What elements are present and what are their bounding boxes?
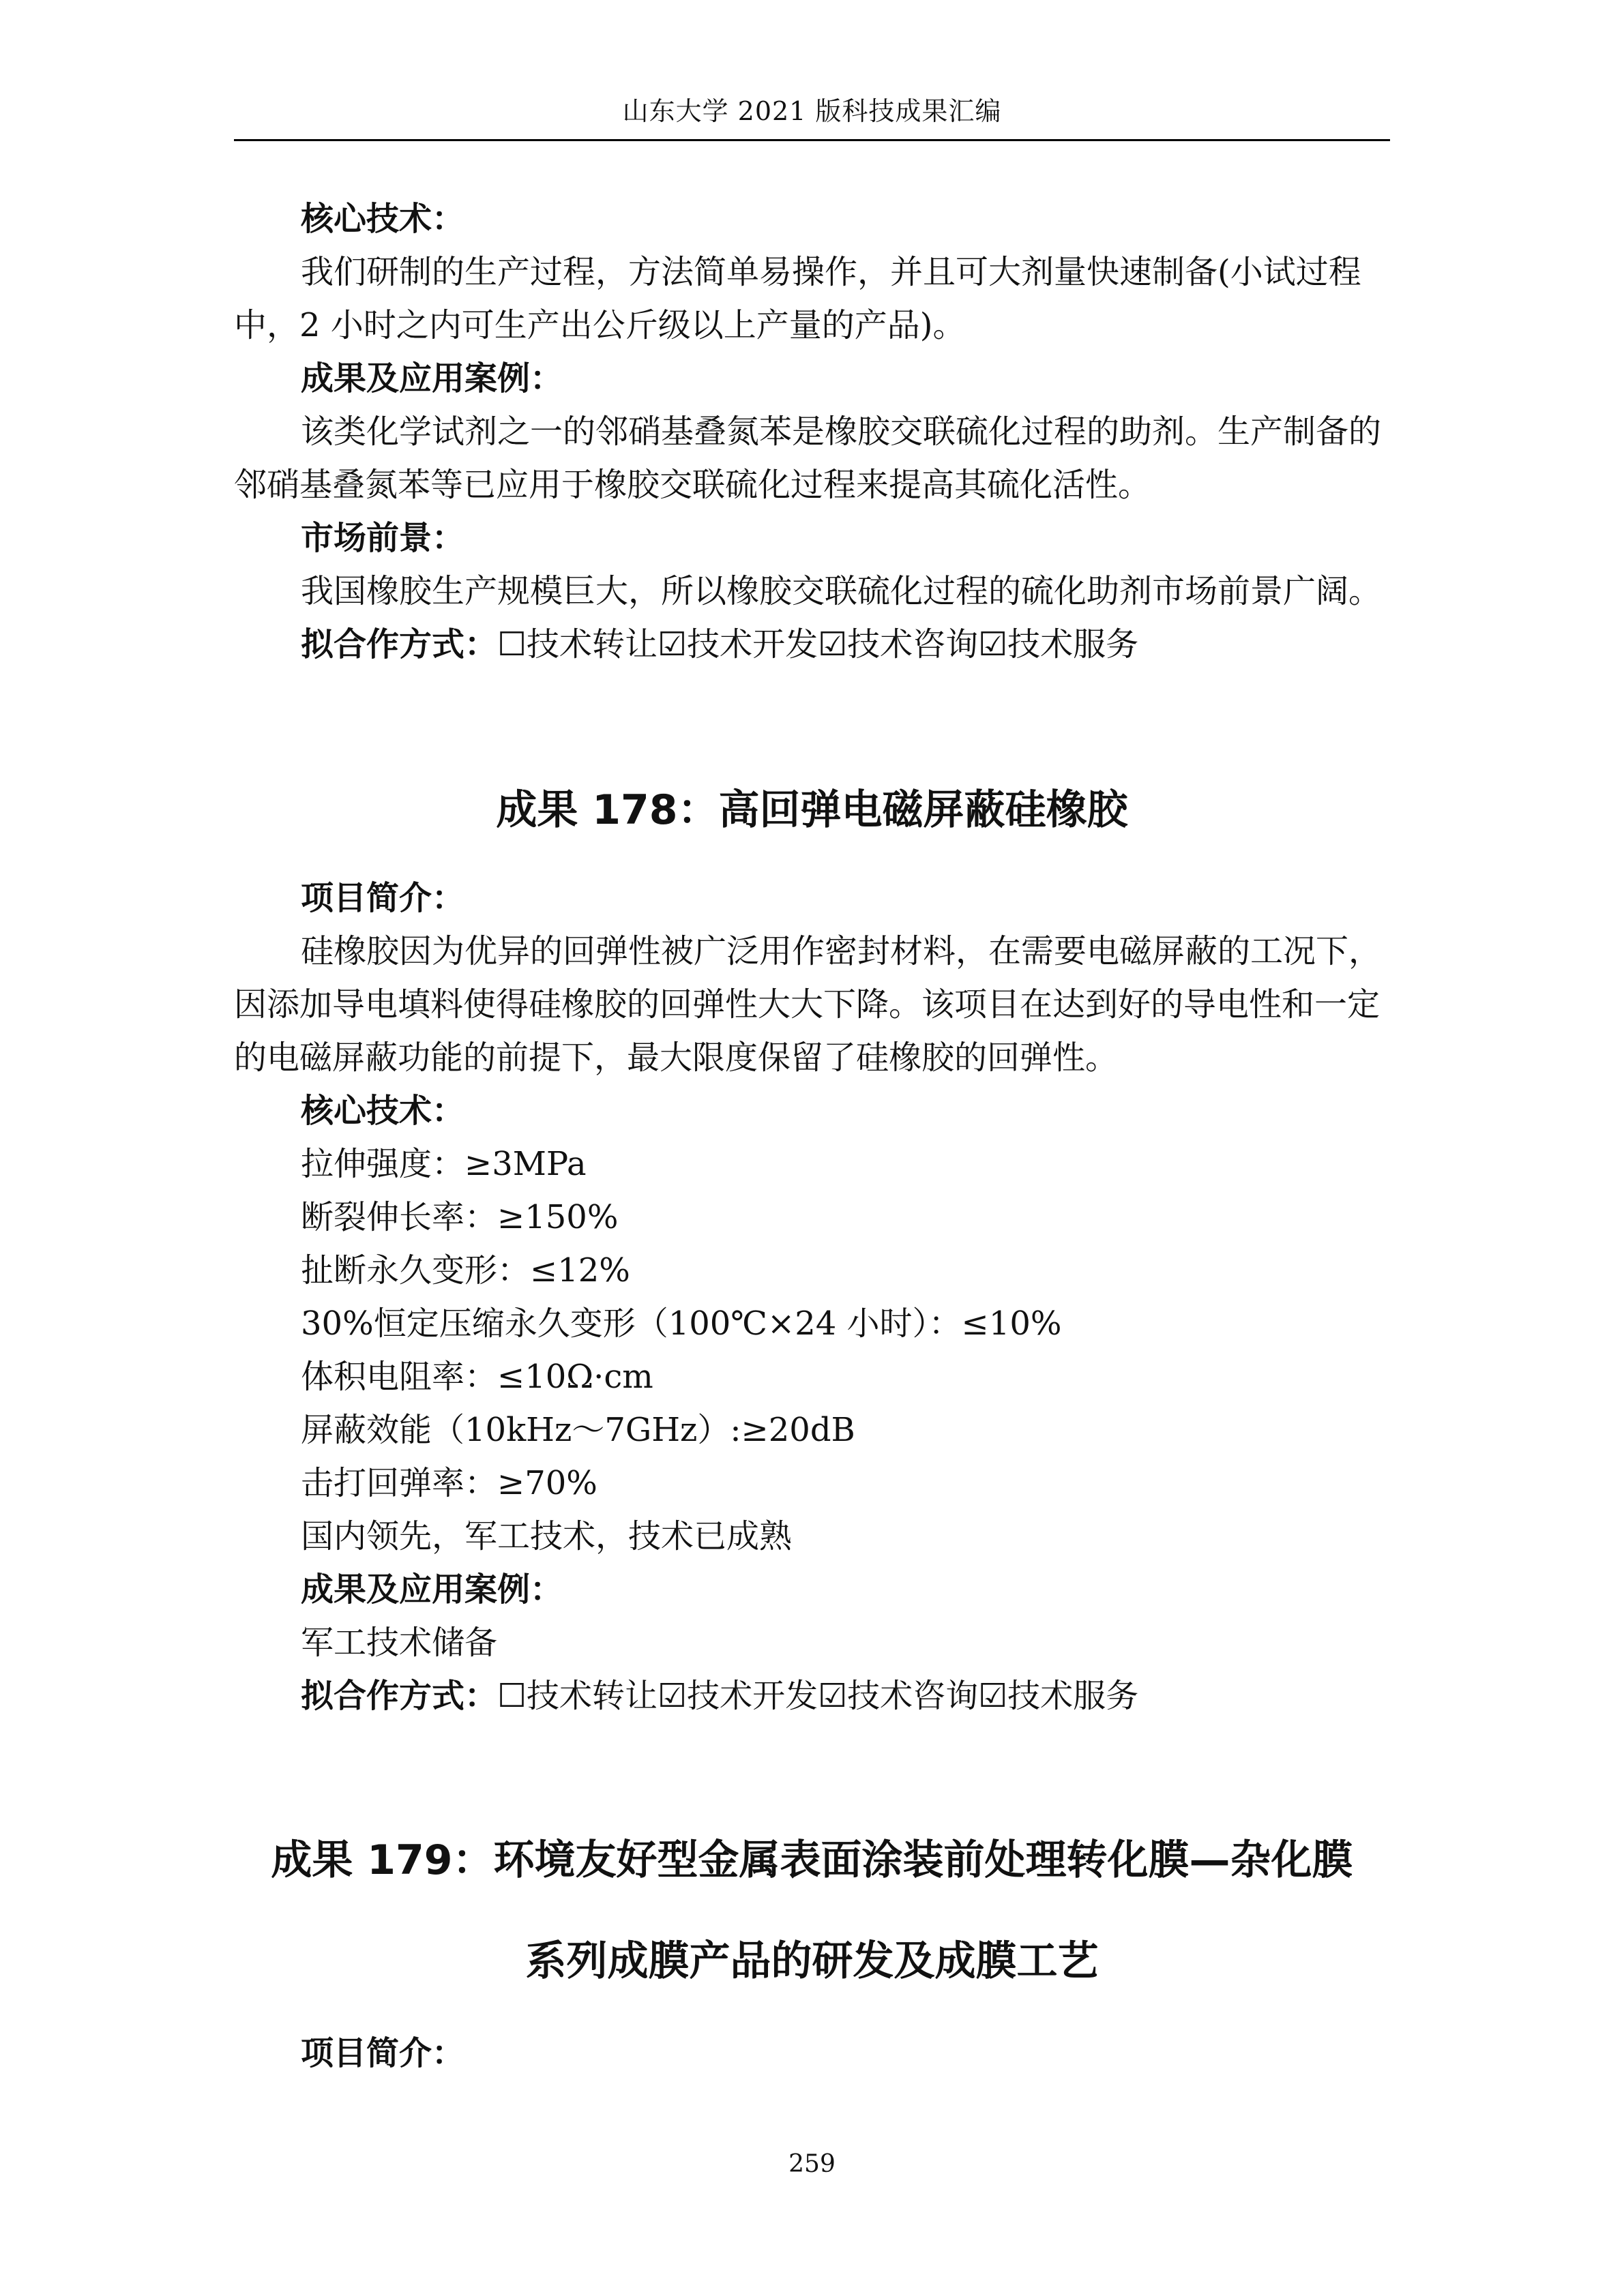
spec-line: 国内领先，军工技术，技术已成熟	[301, 1517, 793, 1555]
section-label-cases: 成果及应用案例：	[301, 359, 563, 398]
paragraph-line: 中，2 小时之内可生产出公斤级以上产量的产品)。	[234, 306, 966, 344]
section-label-cases: 成果及应用案例：	[301, 1570, 563, 1609]
paragraph-line: 硅橡胶因为优异的回弹性被广泛用作密封材料，在需要电磁屏蔽的工况下，	[301, 932, 1382, 970]
paragraph-line: 该类化学试剂之一的邻硝基叠氮苯是橡胶交联硫化过程的助剂。生产制备的	[301, 413, 1382, 451]
running-header: 山东大学 2021 版科技成果汇编	[622, 96, 1002, 126]
spec-line: 屏蔽效能（10kHz～7GHz）:≥20dB	[301, 1411, 855, 1449]
cooperation-options: ☐技术转让☑技术开发☑技术咨询☑技术服务	[497, 625, 1139, 664]
cooperation-label: 拟合作方式：	[301, 625, 498, 664]
cooperation-line	[301, 622, 1138, 667]
section-label-core-tech: 核心技术：	[301, 1092, 465, 1130]
item-title: 成果 179：环境友好型金属表面涂装前处理转化膜—杂化膜	[271, 1836, 1353, 1884]
paragraph-line: 邻硝基叠氮苯等已应用于橡胶交联硫化过程来提高其硫化活性。	[234, 466, 1151, 504]
spec-line: 拉伸强度：≥3MPa	[301, 1145, 587, 1183]
paragraph-line: 我们研制的生产过程，方法简单易操作，并且可大剂量快速制备(小试过程	[301, 253, 1361, 291]
section-label-intro: 项目简介：	[301, 879, 465, 917]
spec-line: 扯断永久变形：≤12%	[301, 1251, 630, 1289]
spec-line: 击打回弹率：≥70%	[301, 1464, 597, 1502]
section-label-core-tech: 核心技术：	[301, 200, 465, 238]
cooperation-label: 拟合作方式：	[301, 1677, 498, 1715]
section-label-intro: 项目简介：	[301, 2034, 465, 2072]
spec-line: 断裂伸长率：≥150%	[301, 1198, 619, 1236]
item-title: 成果 178：高回弹电磁屏蔽硅橡胶	[496, 786, 1128, 834]
paragraph-line: 军工技术储备	[301, 1624, 498, 1662]
cooperation-line	[301, 1673, 1138, 1718]
page-number: 259	[788, 2150, 836, 2178]
item-title-continued: 系列成膜产品的研发及成膜工艺	[525, 1937, 1099, 1985]
paragraph-line: 的电磁屏蔽功能的前提下，最大限度保留了硅橡胶的回弹性。	[234, 1039, 1119, 1077]
cooperation-options: ☐技术转让☑技术开发☑技术咨询☑技术服务	[497, 1677, 1139, 1715]
spec-line: 体积电阻率：≤10Ω·cm	[301, 1358, 653, 1396]
spec-line: 30%恒定压缩永久变形（100℃×24 小时）：≤10%	[301, 1304, 1062, 1343]
paragraph-line: 我国橡胶生产规模巨大，所以橡胶交联硫化过程的硫化助剂市场前景广阔。	[301, 572, 1382, 610]
paragraph-line: 因添加导电填料使得硅橡胶的回弹性大大下降。该项目在达到好的导电性和一定	[234, 985, 1381, 1024]
header-rule	[234, 139, 1390, 141]
section-label-market: 市场前景：	[301, 519, 465, 557]
